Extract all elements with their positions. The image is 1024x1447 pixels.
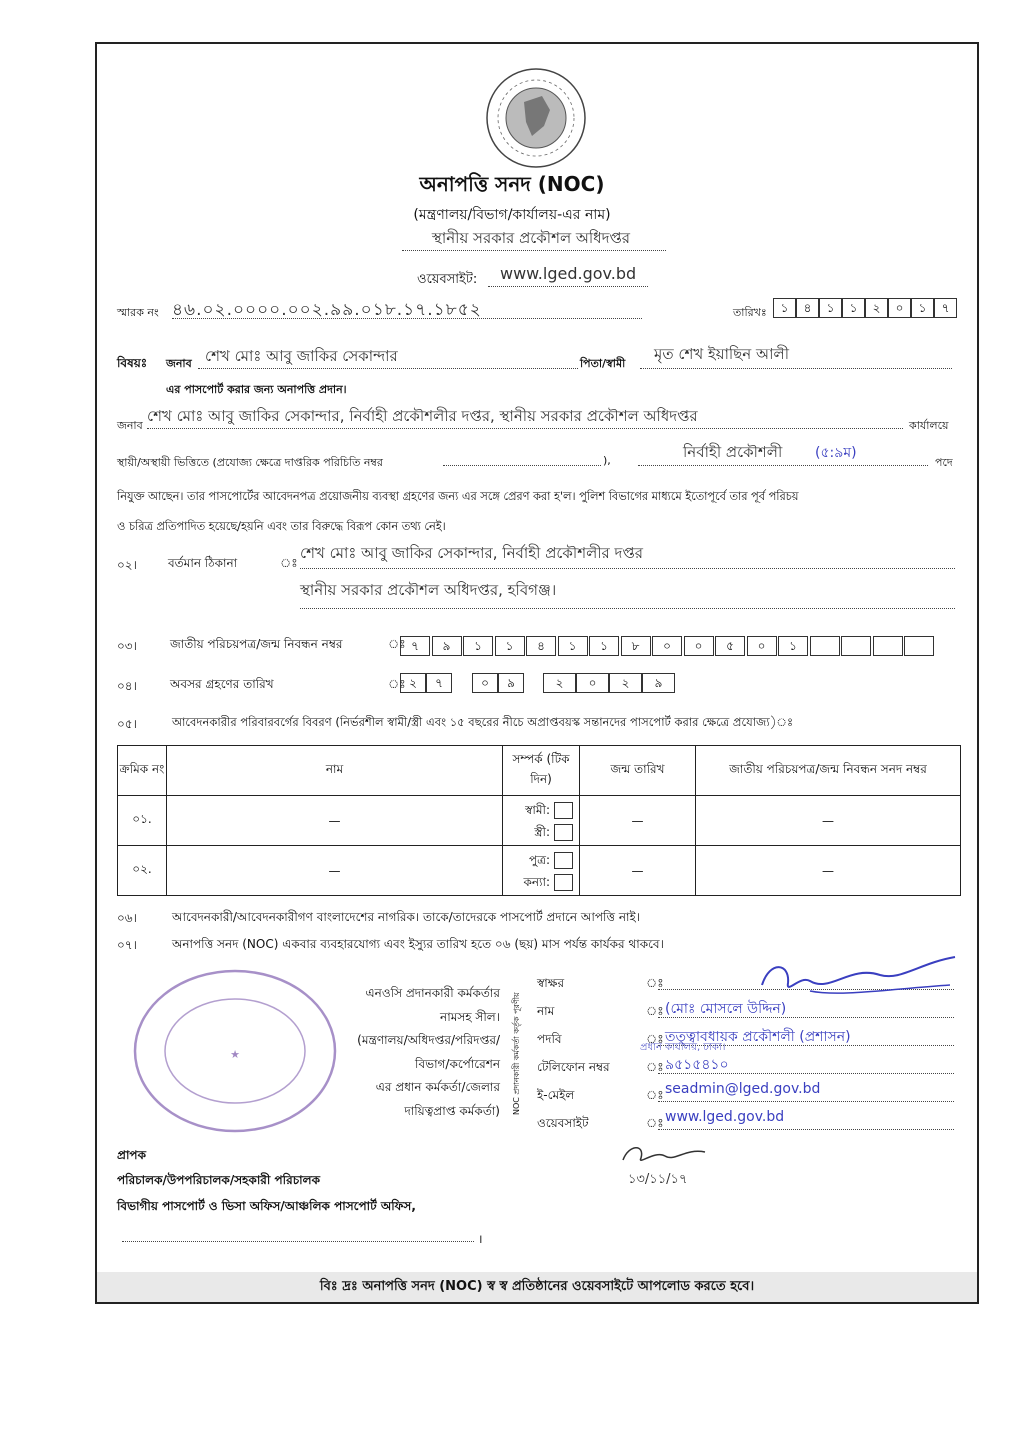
digit-box <box>873 636 903 656</box>
row-name: — <box>167 796 503 846</box>
digit-box: ১ <box>819 298 842 318</box>
digit-box: ২ <box>609 673 642 693</box>
digit-box: ৮ <box>621 636 651 656</box>
son-checkbox[interactable] <box>554 852 573 869</box>
initials-icon <box>615 1140 715 1170</box>
digit-box: ৯ <box>432 636 462 656</box>
body-line2-mid: ), <box>603 454 611 467</box>
family-table <box>117 745 961 896</box>
address-num: ০২। <box>117 558 137 572</box>
address-colon: ঃ <box>280 556 298 570</box>
grade: (৫:৯ম) <box>815 445 857 461</box>
address-line2-dots <box>300 608 955 609</box>
note7-num: ০৭। <box>117 938 137 952</box>
subject-janab: জনাব <box>166 357 192 370</box>
issuer-field-label: টেলিফোন নম্বর <box>537 1060 610 1074</box>
digit-box: ১ <box>778 636 808 656</box>
office-name: স্থানীয় সরকার প্রকৌশল অধিদপ্তর <box>431 229 631 247</box>
note6-num: ০৬। <box>117 911 137 925</box>
wife-checkbox[interactable] <box>554 824 573 841</box>
family-num: ০৫। <box>117 717 137 731</box>
nid-label: জাতীয় পরিচয়পত্র/জন্ম নিবন্ধন নম্বর <box>170 637 343 651</box>
father-name: মৃত শেখ ইয়াছিন আলী <box>654 345 789 363</box>
row-relation <box>503 846 580 896</box>
col-header-relation: সম্পর্ক (টিক দিন) <box>503 746 580 796</box>
post-suffix: পদে <box>935 456 953 469</box>
designation-line <box>638 465 928 466</box>
issuer-field-colon: ঃ <box>646 1116 664 1130</box>
row-serial: ০২. <box>118 846 167 896</box>
digit-box: ০ <box>652 636 682 656</box>
digit-box: ১ <box>911 298 934 318</box>
digit-box: ০ <box>888 298 911 318</box>
recipient-line3 <box>122 1241 474 1242</box>
digit-box <box>841 636 871 656</box>
digit-box <box>904 636 934 656</box>
issuer-field-label: পদবি <box>537 1032 562 1046</box>
initials-date: ১৩/১১/১৭ <box>628 1172 688 1187</box>
table-row <box>118 846 961 896</box>
footer-note: বিঃ দ্রঃ অনাপত্তি সনদ (NOC) স্ব স্ব প্রতিষ্ঠানের ওয়েবসাইটে আপলোড করতে হবে। <box>97 1272 977 1302</box>
official-id-line <box>443 465 601 466</box>
table-row <box>118 796 961 846</box>
issuer-field-line <box>658 1073 954 1074</box>
body-name-office: শেখ মোঃ আবু জাকির সেকান্দার, নির্বাহী প্রকৌশলীর দপ্তর, স্থানীয় সরকার প্রকৌশল অধিদপ্তর <box>147 407 698 425</box>
subject-name: শেখ মোঃ আবু জাকির সেকান্দার <box>205 347 398 365</box>
issuer-left-line: (মন্ত্রণালয়/অধিদপ্তর/পরিদপ্তর/ <box>357 1033 500 1047</box>
digit-box: ০ <box>747 636 777 656</box>
issuer-field-colon: ঃ <box>646 1032 664 1046</box>
page-title: অনাপত্তি সনদ (NOC) <box>419 172 605 196</box>
issuer-field-label: ই-মেইল <box>537 1088 575 1102</box>
subject-label: বিষয়ঃ <box>117 356 148 370</box>
retire-num: ০৪। <box>117 679 137 693</box>
ref-line <box>172 318 642 319</box>
digit-box: ৯ <box>642 673 675 693</box>
row-nid: — <box>696 846 961 896</box>
col-header-name: নাম <box>167 746 503 796</box>
relation-label-husband: স্বামী: <box>525 802 550 817</box>
row-serial: ০১. <box>118 796 167 846</box>
signature-icon <box>750 945 970 1015</box>
relation-label-daughter: কন্যা: <box>523 874 550 889</box>
nid-colon: ঃ <box>388 637 406 651</box>
address-line2: স্থানীয় সরকার প্রকৌশল অধিদপ্তর, হবিগঞ্জ। <box>300 581 557 599</box>
designation: নির্বাহী প্রকৌশলী <box>683 443 783 461</box>
col-header-dob: জন্ম তারিখ <box>580 746 696 796</box>
website-label: ওয়েবসাইট: <box>417 272 478 287</box>
issuer-left-line: দায়িত্বপ্রাপ্ত কর্মকর্তা) <box>404 1103 500 1118</box>
address-line1-dots <box>300 568 955 569</box>
digit-box: ৫ <box>715 636 745 656</box>
issuer-field-line <box>658 1129 954 1130</box>
row-name: — <box>167 846 503 896</box>
issuer-field-colon: ঃ <box>646 1060 664 1074</box>
office-suffix: কার্যালয়ে <box>909 419 949 432</box>
issuer-field-line <box>658 1017 954 1018</box>
ref-label: স্মারক নং <box>117 306 159 319</box>
digit-box: ৪ <box>526 636 556 656</box>
issuer-field-label: নাম <box>537 1004 555 1018</box>
subject-name-line <box>198 368 578 369</box>
body-name-line <box>147 428 903 429</box>
date-label: তারিখঃ <box>733 306 767 319</box>
website-value: www.lged.gov.bd <box>500 264 637 283</box>
digit-box: ১ <box>463 636 493 656</box>
digit-box <box>810 636 840 656</box>
digit-box: ২ <box>543 673 576 693</box>
digit-box: ১ <box>842 298 865 318</box>
digit-box: ২ <box>865 298 888 318</box>
row-dob: — <box>580 846 696 896</box>
daughter-checkbox[interactable] <box>554 874 573 891</box>
col-header-serial: ক্রমিক নং <box>118 746 167 796</box>
note7-text: অনাপত্তি সনদ (NOC) একবার ব্যবহারযোগ্য এবং ইস্যুর তারিখ হতে ০৬ (ছয়) মাস পর্যন্ত কার্যকর থাকবে। <box>172 937 664 951</box>
digit-box: ১ <box>558 636 588 656</box>
website-line <box>488 286 648 287</box>
family-intro: আবেদনকারীর পরিবারবর্গের বিবরণ (নির্ভরশীল স্বামী/স্ত্রী এবং ১৫ বছরের নীচে অপ্রাপ্তবয়স্ক সন্তানদের পাসপোর্ট করার ক্ষেত্রে প্রযোজ্য)ঃ <box>172 715 794 729</box>
relation-label-wife: স্ত্রী: <box>534 824 550 839</box>
issuer-field-line <box>658 1101 954 1102</box>
page-subtitle: (মন্ত্রণালয়/বিভাগ/কার্যালয়-এর নাম) <box>413 207 611 223</box>
father-line <box>640 368 952 369</box>
issuer-field-colon: ঃ <box>646 976 664 990</box>
issuer-field-value: (মোঃ মোসলে উদ্দিন) <box>665 1001 787 1017</box>
digit-box: ৭ <box>426 673 452 693</box>
digit-box: ৭ <box>934 298 957 318</box>
digit-box: ৭ <box>400 636 430 656</box>
nid-num: ০৩। <box>117 639 137 653</box>
body-janab: জনাব <box>117 419 143 432</box>
vertical-note: NOC প্রদানকারী কর্মকর্তা কর্তৃক পূরণীয় <box>512 992 521 1116</box>
address-line1: শেখ মোঃ আবু জাকির সেকান্দার, নির্বাহী প্রকৌশলীর দপ্তর <box>300 544 644 562</box>
issuer-field-colon: ঃ <box>646 1004 664 1018</box>
digit-box: ২ <box>400 673 426 693</box>
issuer-left-line: নামসহ সীল। <box>440 1009 500 1024</box>
issuer-field-value: ৯৫১৫৪১০ <box>665 1057 729 1073</box>
stamp-line: প্রধান কার্যালয়, ঢাকা। <box>640 1042 726 1053</box>
digit-box: ০ <box>472 673 498 693</box>
address-label: বর্তমান ঠিকানা <box>168 556 238 570</box>
body-line3: নিযুক্ত আছেন। তার পাসপোর্টের আবেদনপত্র প্রয়োজনীয় ব্যবস্থা গ্রহণের জন্য এর সঙ্গে প্রেরণ করা হ'ল। পুলিশ বিভাগের মাধ্যমে ইতোপূর্বে তার পূর্ব পরিচয় <box>117 490 799 503</box>
note6-text: আবেদনকারী/আবেদনকারীগণ বাংলাদেশের নাগরিক। তাকে/তাদেরকে পাসপোর্ট প্রদানে আপত্তি নাই। <box>172 910 641 924</box>
issuer-left-line: এর প্রধান কর্মকর্তা/জেলার <box>375 1080 500 1094</box>
digit-box: ১ <box>495 636 525 656</box>
row-relation <box>503 796 580 846</box>
digit-box: ১ <box>773 298 796 318</box>
subject-line2: এর পাসপোর্ট করার জন্য অনাপত্তি প্রদান। <box>166 383 347 396</box>
retire-label: অবসর গ্রহণের তারিখ <box>170 677 274 691</box>
husband-checkbox[interactable] <box>554 802 573 819</box>
issuer-field-value: seadmin@lged.gov.bd <box>665 1081 821 1097</box>
recipient-line1: পরিচালক/উপপরিচালক/সহকারী পরিচালক <box>117 1173 320 1187</box>
digit-box: ৯ <box>498 673 524 693</box>
issuer-left-line: বিভাগ/কর্পোরেশন <box>415 1056 500 1071</box>
issuer-field-colon: ঃ <box>646 1088 664 1102</box>
issuer-field-label: ওয়েবসাইট <box>537 1116 589 1130</box>
body-line4: ও চরিত্র প্রতিপাদিত হয়েছে/হয়নি এবং তার বিরুদ্ধে বিরূপ কোন তথ্য নেই। <box>117 520 446 533</box>
issuer-field-value: www.lged.gov.bd <box>665 1109 785 1125</box>
office-line <box>402 250 666 251</box>
relation-label-son: পুত্র: <box>528 852 550 867</box>
row-nid: — <box>696 796 961 846</box>
row-dob: — <box>580 796 696 846</box>
col-header-nid: জাতীয় পরিচয়পত্র/জন্ম নিবন্ধন সনদ নম্বর <box>696 746 961 796</box>
office-seal-icon <box>125 966 345 1136</box>
issuer-field-value: তত্ত্বাবধায়ক প্রকৌশলী (প্রশাসন) <box>665 1029 851 1045</box>
svg-text:★: ★ <box>230 1048 240 1061</box>
recipient-line3-end: । <box>478 1232 483 1246</box>
ref-number: ৪৬.০২.০০০০.০০২.৯৯.০১৮.১৭.১৮৫২ <box>172 300 482 320</box>
digit-box: ০ <box>684 636 714 656</box>
issuer-left-line: এনওসি প্রদানকারী কর্মকর্তার <box>365 986 500 1000</box>
issuer-field-label: স্বাক্ষর <box>537 976 565 990</box>
digit-box: ১ <box>589 636 619 656</box>
recipient-label: প্রাপক <box>117 1148 146 1162</box>
digit-box: ০ <box>576 673 609 693</box>
government-seal-icon <box>484 66 588 170</box>
recipient-line2: বিভাগীয় পাসপোর্ট ও ভিসা অফিস/আঞ্চলিক পাসপোর্ট অফিস, <box>117 1199 416 1213</box>
retire-colon: ঃ <box>388 677 406 691</box>
digit-box: ৪ <box>796 298 819 318</box>
father-label: পিতা/স্বামী <box>580 357 626 370</box>
body-line2: স্থায়ী/অস্থায়ী ভিত্তিতে (প্রযোজ্য ক্ষেত্রে দাপ্তরিক পরিচিতি নম্বর <box>117 456 383 469</box>
